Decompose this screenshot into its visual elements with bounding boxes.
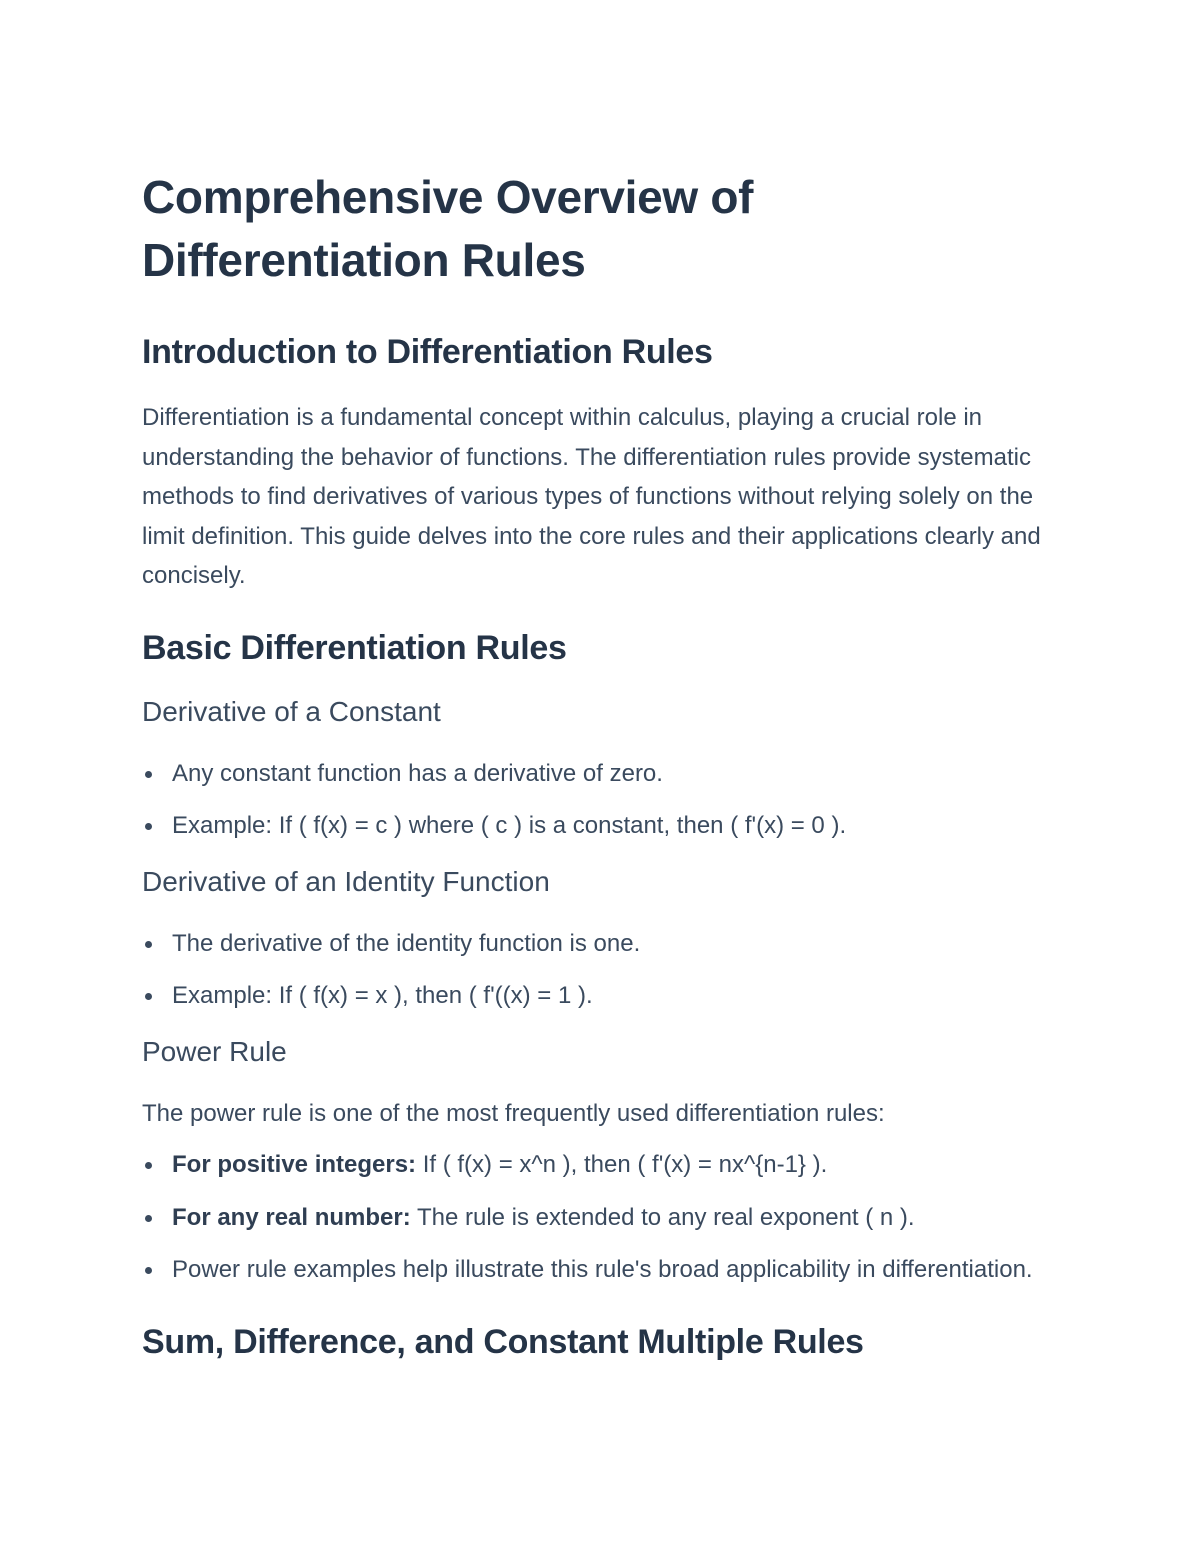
section-heading-basic-rules: Basic Differentiation Rules xyxy=(142,628,567,667)
item-text: If ( f(x) = x^n ), then ( f'(x) = nx^{n-1} ). xyxy=(416,1151,828,1178)
constant-rule-list xyxy=(142,754,1042,846)
subheading-power-rule: Power Rule xyxy=(142,1035,287,1067)
document-title: Comprehensive Overview of Differentiation Rules xyxy=(142,171,754,286)
section-heading-introduction: Introduction to Differentiation Rules xyxy=(142,333,713,371)
power-rule-list xyxy=(142,1145,1042,1290)
identity-rule-list xyxy=(142,924,1042,1016)
power-rule-intro: The power rule is one of the most frequently used differentiation rules: xyxy=(142,1099,885,1127)
subheading-derivative-of-identity: Derivative of an Identity Function xyxy=(142,865,550,897)
list-item: Any constant function has a derivative of zero. xyxy=(142,754,1042,794)
list-item: Example: If ( f(x) = c ) where ( c ) is a constant, then ( f'(x) = 0 ). xyxy=(142,806,1042,846)
list-item xyxy=(142,1198,1042,1238)
list-item xyxy=(142,1145,1042,1185)
introduction-paragraph: Differentiation is a fundamental concept within calculus, playing a crucial role in understanding the behavior of functions. The differentiation rules provide systematic methods to find derivatives of various types of functions without relying solely on the limit definition. This guide delves into the core rules and their applications clearly and concisely. xyxy=(142,404,1041,589)
item-text: The rule is extended to any real exponent ( n ). xyxy=(410,1203,915,1231)
item-label: For any real number: xyxy=(172,1203,411,1231)
list-item: The derivative of the identity function is one. xyxy=(142,924,1042,964)
list-item: Example: If ( f(x) = x ), then ( f'((x) = 1 ). xyxy=(142,976,1042,1016)
section-heading-sum-difference-constant-multiple: Sum, Difference, and Constant Multiple Rules xyxy=(142,1322,864,1361)
document-page xyxy=(142,166,1042,1364)
subheading-derivative-of-constant: Derivative of a Constant xyxy=(142,695,441,727)
item-label: For positive integers: xyxy=(172,1151,417,1178)
item-text: Power rule examples help illustrate this rule's broad applicability in differentiation. xyxy=(172,1256,1033,1283)
list-item xyxy=(142,1250,1042,1290)
